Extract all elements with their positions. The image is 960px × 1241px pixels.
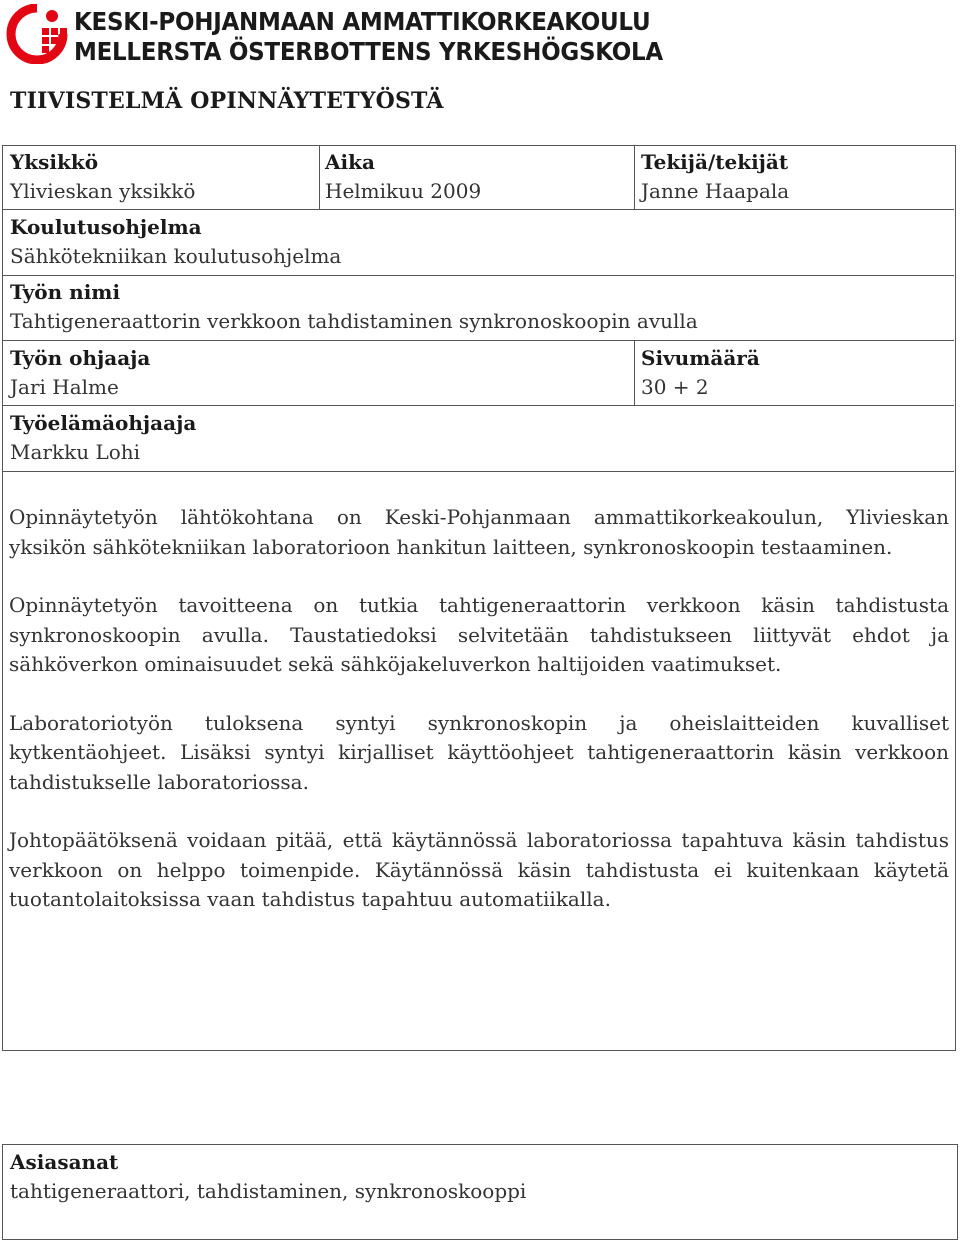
field-value: Tahtigeneraattorin verkkoon tahdistaminen synkronoskoopin avulla [10, 309, 698, 333]
field-koulutusohjelma [10, 213, 341, 271]
col-divider [319, 146, 320, 210]
field-value: Markku Lohi [10, 440, 141, 464]
field-sivumaara [641, 344, 760, 402]
field-label: Yksikkö [10, 150, 99, 174]
field-label: Työn nimi [10, 280, 121, 304]
abstract-paragraph: Laboratoriotyön tuloksena syntyi synkronoskopin ja oheislaitteiden kuvalliset kytkentäohjeet. Lisäksi syntyi kirjalliset käyttöohjeet tahtigeneraattorin käsin verkkoon tahdistukselle laboratoriossa. [9, 710, 949, 794]
kpamk-logo-icon [6, 4, 68, 64]
row-divider [3, 275, 954, 276]
field-ohjaaja [10, 344, 150, 402]
field-label: Tekijä/tekijät [641, 150, 789, 174]
field-asiasanat [10, 1148, 526, 1206]
field-value: 30 + 2 [641, 375, 709, 399]
logo-line-swedish: MELLERSTA ÖSTERBOTTENS YRKESHÖGSKOLA [74, 37, 663, 66]
row-divider [3, 340, 954, 341]
field-yksikko [10, 148, 195, 206]
abstract-paragraph: Opinnäytetyön lähtökohtana on Keski-Pohjanmaan ammattikorkeakoulun, Ylivieskan yksikön sähkötekniikan laboratorioon hankitun laitteen, synkronoskoopin testaaminen. [9, 505, 949, 559]
field-value: Helmikuu 2009 [325, 179, 482, 203]
field-label: Sivumäärä [641, 346, 760, 370]
field-tyon-nimi [10, 278, 698, 336]
page-title: TIIVISTELMÄ OPINNÄYTETYÖSTÄ [10, 88, 444, 114]
institution-logo [6, 4, 663, 66]
field-tyoelamaohjaaja [10, 409, 196, 467]
field-label: Koulutusohjelma [10, 215, 202, 239]
abstract-paragraph: Johtopäätöksenä voidaan pitää, että käytännössä laboratoriossa tapahtuva käsin tahdistus verkkoon on helppo toimenpide. Käytännössä käsin tahdistusta ei kuitenkaan käytetä tuotantolaitoksissa vaan tahdistus tapahtuu automatiikalla. [9, 828, 949, 911]
field-value: Janne Haapala [641, 179, 790, 203]
field-value: Sähkötekniikan koulutusohjelma [10, 244, 342, 268]
field-label: Työn ohjaaja [10, 346, 151, 370]
field-value: tahtigeneraattori, tahdistaminen, synkronoskooppi [10, 1179, 527, 1203]
col-divider [634, 340, 635, 406]
row-divider [3, 405, 954, 406]
abstract-text [9, 503, 949, 944]
field-label: Työelämäohjaaja [10, 411, 197, 435]
field-value: Ylivieskan yksikkö [10, 179, 196, 203]
field-label: Aika [325, 150, 375, 174]
abstract-paragraph: Opinnäytetyön tavoitteena on tutkia tahtigeneraattorin verkkoon käsin tahdistusta synkronoskoopin avulla. Taustatiedoksi selvitetään tahdistukseen liittyvät ehdot ja sähköverkon ominaisuudet sekä sähköjakeluverkon haltijoiden vaatimukset. [9, 593, 949, 676]
col-divider [634, 146, 635, 210]
keywords-box [2, 1144, 958, 1240]
logo-line-finnish: KESKI-POHJANMAAN AMMATTIKORKEAKOULU [74, 7, 651, 36]
field-tekija [641, 148, 789, 206]
row-divider [3, 209, 954, 210]
field-label: Asiasanat [10, 1150, 119, 1174]
row-divider [3, 471, 954, 472]
field-value: Jari Halme [10, 375, 119, 399]
field-aika [325, 148, 481, 206]
